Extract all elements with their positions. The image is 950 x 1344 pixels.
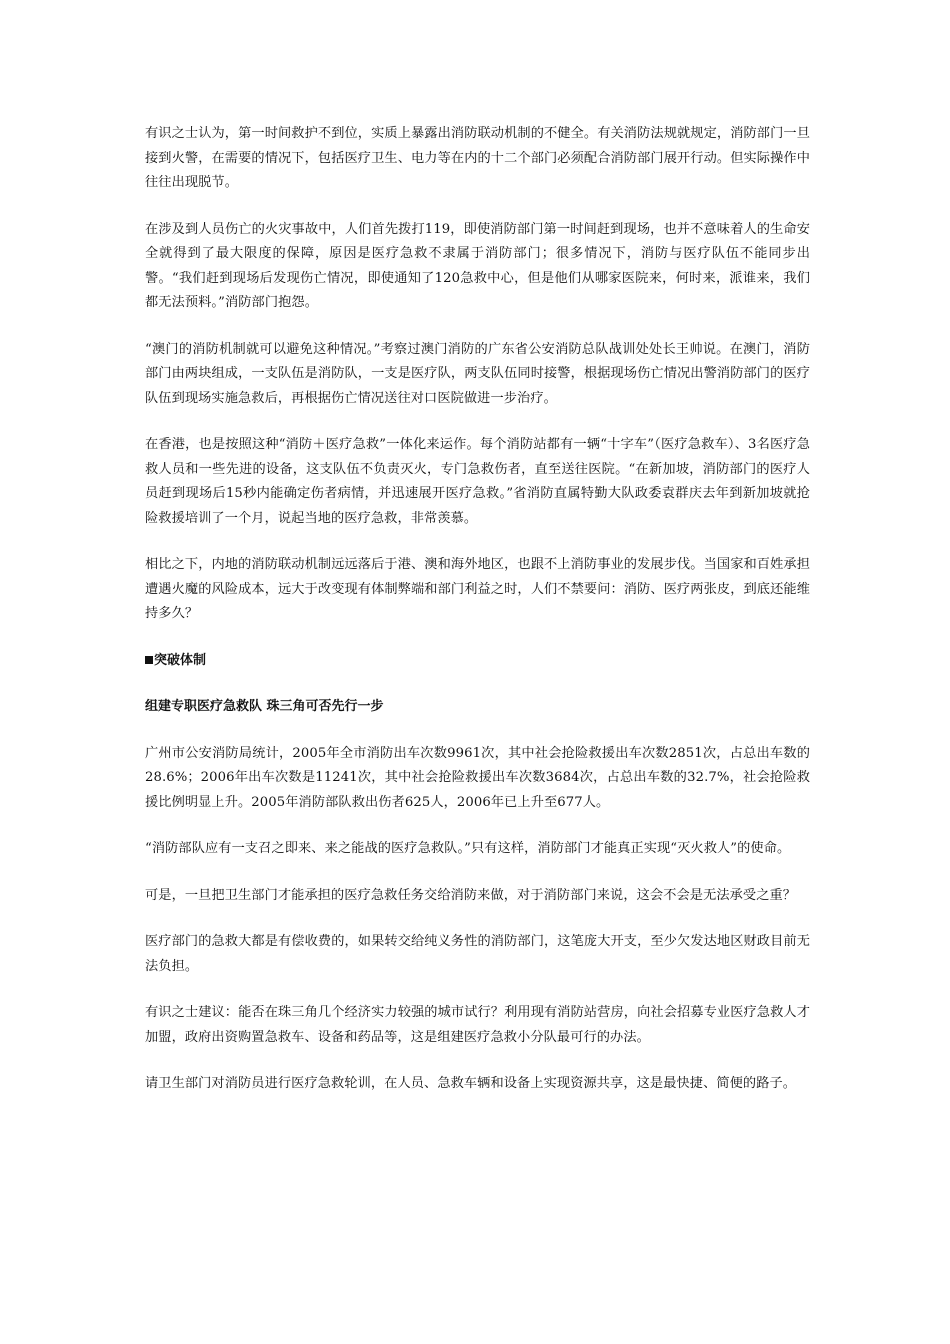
paragraph-11: 请卫生部门对消防员进行医疗急救轮训，在人员、急救车辆和设备上实现资源共享，这是最快捷、简便的路子。 <box>145 1076 797 1091</box>
square-bullet-icon <box>145 656 153 664</box>
paragraph-4: 在香港，也是按照这种“消防＋医疗急救”一体化来运作。每个消防站都有一辆“十字车”（医疗急救车）、3名医疗急救人员和一些先进的设备，这支队伍不负责灭火，专门急救伤者，直至送往医院。“在新加坡，消防部门的医疗人员赶到现场后15秒内能确定伤者病情，并迅速展开医疗急救。”省消防直属特勤大队政委袁群庆去年到新加坡就抢险救援培训了一个月，说起当地的医疗急救，非常羡慕。 <box>145 437 810 526</box>
paragraph-5: 相比之下，内地的消防联动机制远远落后于港、澳和海外地区，也跟不上消防事业的发展步伐。当国家和百姓承担遭遇火魔的风险成本，远大于改变现有体制弊端和部门利益之时，人们不禁要问：消防、医疗两张皮，到底还能维持多久？ <box>145 557 810 621</box>
paragraph-1: 有识之士认为，第一时间救护不到位，实质上暴露出消防联动机制的不健全。有关消防法规就规定，消防部门一旦接到火警，在需要的情况下，包括医疗卫生、电力等在内的十二个部门必须配合消防部门展开行动。但实际操作中往往出现脱节。 <box>145 126 810 190</box>
paragraph-10: 有识之士建议：能否在珠三角几个经济实力较强的城市试行？利用现有消防站营房，向社会招募专业医疗急救人才加盟，政府出资购置急救车、设备和药品等，这是组建医疗急救小分队最可行的办法。 <box>145 1005 810 1045</box>
sub-heading: 组建专职医疗急救队 珠三角可否先行一步 <box>145 699 384 714</box>
paragraph-6: 广州市公安消防局统计，2005年全市消防出车次数9961次，其中社会抢险救援出车次数2851次，占总出车数的28.6%；2006年出车次数是11241次，其中社会抢险救援出车次数3684次，占总出车数的32.7%，社会抢险救援比例明显上升。2005年消防部队救出伤者625人，2006年已上升至677人。 <box>145 745 810 810</box>
section-heading-text: 突破体制 <box>154 652 207 668</box>
paragraph-3: “澳门的消防机制就可以避免这种情况。”考察过澳门消防的广东省公安消防总队战训处处长王帅说。在澳门，消防部门由两块组成，一支队伍是消防队，一支是医疗队，两支队伍同时接警，根据现场伤亡情况出警消防部门的医疗队伍到现场实施急救后，再根据伤亡情况送往对口医院做进一步治疗。 <box>145 341 810 406</box>
section-heading <box>145 649 810 674</box>
paragraph-2: 在涉及到人员伤亡的火灾事故中，人们首先拨打119，即使消防部门第一时间赶到现场，也并不意味着人的生命安全就得到了最大限度的保障，原因是医疗急救不隶属于消防部门；很多情况下，消防与医疗队伍不能同步出警。“我们赶到现场后发现伤亡情况，即使通知了120急救中心，但是他们从哪家医院来，何时来，派谁来，我们都无法预料。”消防部门抱怨。 <box>145 221 810 310</box>
paragraph-8: 可是，一旦把卫生部门才能承担的医疗急救任务交给消防来做，对于消防部门来说，这会不会是无法承受之重？ <box>145 887 797 903</box>
paragraph-9: 医疗部门的急救大都是有偿收费的，如果转交给纯义务性的消防部门，这笔庞大开支，至少欠发达地区财政目前无法负担。 <box>145 934 810 974</box>
document-page <box>145 122 810 1119</box>
paragraph-7: “消防部队应有一支召之即来、来之能战的医疗急救队。”只有这样，消防部门才能真正实现“灭火救人”的使命。 <box>145 841 791 856</box>
